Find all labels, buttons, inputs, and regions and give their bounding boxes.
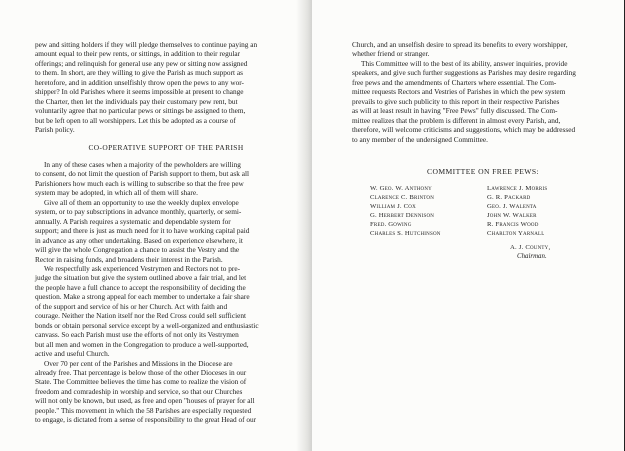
text-line: annually. A Parish requires a systematic and dependable system for — [35, 216, 231, 226]
text-line: will not only be known, but used, as free and open "houses of prayer for all — [35, 396, 255, 406]
text-line: Church, and an unselfish desire to spread its benefits to every worshipper, — [352, 40, 568, 49]
text-line: in advance as any other undertaking. Based on experience elsewhere, it — [35, 235, 243, 245]
committee-member: Clarence C. Brinton — [370, 194, 435, 201]
text-line: heretofore, and in addition unselfishly throw open the pews to any wor- — [35, 77, 244, 87]
committee-member: William J. Cox — [370, 203, 416, 210]
intro-paragraph — [35, 40, 297, 135]
text-line: courage. Neither the Nation itself nor the Red Cross could sell sufficient — [35, 311, 247, 321]
text-line: Give all of them an opportunity to use the weekly duplex envelope — [44, 197, 239, 207]
committee-member: John W. Walker — [487, 212, 537, 219]
text-line: but be left open to all worshippers. Let this be adopted as a course of — [35, 115, 236, 125]
page-gutter-shadow — [296, 0, 312, 451]
committee-member: Geo. J. Walenta — [487, 203, 537, 210]
text-line: free pews and the amendments of Charters where essential. The Com- — [352, 77, 557, 87]
committee-chairman: A. J. County, — [510, 244, 551, 251]
text-line: shipper? In old Parishes where it seems impossible at present to change — [35, 87, 244, 97]
text-line: In any of these cases when a majority of the pewholders are willing — [44, 160, 241, 169]
text-line: prevails to give such publicity to this report in their respective Parishes — [352, 96, 560, 106]
committee-member: Lawrence J. Morris — [487, 185, 548, 192]
text-line: to engage, is dictated from a sense of responsibility to the great Head of our — [35, 415, 257, 425]
text-line: pew and sitting holders if they will pledge themselves to continue paying an — [35, 40, 258, 49]
text-line: but all men and women in the Congregation to produce a well-supported, — [35, 339, 249, 349]
text-line: offerings; and relinquish for general use any pew or sitting now assigned — [35, 58, 248, 68]
text-line: will give the whole Congregation a chance to assist the Vestry and the — [35, 245, 240, 255]
text-line: question. Make a strong appeal for each member to undertake a fair share — [35, 292, 250, 302]
text-line: freedom and comradeship in worship and service, so that our Churches — [35, 386, 243, 396]
right-page — [312, 0, 625, 451]
text-line: Parishioners how much each is willing to subscribe so that the free pew — [35, 178, 244, 188]
text-line: system may be adopted, in which all of them will share. — [35, 188, 198, 198]
committee-member: Charlton Yarnall — [487, 230, 545, 237]
text-line: We respectfully ask experienced Vestrymen and Rectors not to pre- — [44, 263, 241, 273]
text-line: already free. That percentage is below those of the other Dioceses in our — [35, 367, 247, 377]
text-line: people." This movement in which the 58 Parishes are especially requested — [35, 405, 252, 415]
text-line: to them. In short, are they willing to give the Parish as much support as — [35, 68, 243, 78]
text-line: of the support and service of his or her Church. Act with faith and — [35, 301, 228, 311]
text-line: to any member of the undersigned Committee. — [352, 134, 488, 144]
text-line: mittee requests Rectors and Vestries of Parishes in which the pew system — [352, 87, 566, 97]
body-paragraphs — [35, 160, 297, 425]
text-line: voluntarily agree that no particular pews or sittings be assigned to them, — [35, 106, 246, 116]
committee-member: Charles S. Hutchinson — [370, 230, 441, 237]
text-line: Over 70 per cent of the Parishes and Missions in the Diocese are — [44, 358, 233, 368]
text-line: support; and there is just as much need for it to have working capital paid — [35, 226, 250, 236]
text-line: the people have a full chance to accept the responsibility of deciding the — [35, 282, 246, 292]
text-line: speakers, and give such further suggestions as Parishes may desire regarding — [352, 68, 576, 78]
text-line: This Committee will to the best of its ability, answer inquiries, provide — [361, 58, 568, 68]
text-line: judge the situation but give the system outlined above a fair trial, and let — [35, 273, 247, 283]
text-line: therefore, will welcome criticisms and suggestions, which may be addressed — [352, 125, 576, 135]
text-line: State. The Committee believes the time has come to realize the vision of — [35, 377, 247, 387]
committee-member: Fred. Gowing — [370, 221, 412, 228]
committee-member: R. Francis Wood — [487, 221, 539, 228]
committee-member: G. R. Packard — [487, 194, 531, 201]
text-line: Rector in raising funds, and broadens their interest in the Parish. — [35, 254, 223, 264]
text-line: the Charter, then let the individuals pay their customary pew rent, but — [35, 96, 238, 106]
text-line: Parish policy. — [35, 125, 75, 135]
chairman-label: Chairman. — [517, 253, 547, 260]
text-line: whether friend or stranger. — [352, 49, 430, 59]
committee-member: W. Geo. W. Anthony — [370, 185, 432, 192]
committee-member: G. Herbert Dennison — [370, 212, 435, 219]
text-line: as will at least result in having "Free Pews" fully discussed. The Com- — [352, 106, 558, 116]
closing-paragraphs — [352, 40, 614, 144]
text-line: to consent, do not limit the question of Parish support to them, but ask all — [35, 169, 250, 179]
text-line: amount equal to their pew rents, or sittings, in addition to their regular — [35, 49, 241, 59]
text-line: active and useful Church. — [35, 349, 110, 359]
text-line: canvass. So each Parish must use the efforts of not only its Vestrymen — [35, 330, 239, 340]
section-heading: CO-OPERATIVE SUPPORT OF THE PARISH — [88, 143, 244, 152]
text-line: system, or to pay subscriptions in advance monthly, quarterly, or semi- — [35, 207, 242, 217]
text-line: mittee realizes that the problem is different in almost every Parish, and, — [352, 115, 561, 125]
left-page — [0, 0, 312, 451]
committee-title: COMMITTEE ON FREE PEWS: — [427, 167, 539, 176]
text-line: bonds or obtain personal service except by a well-organized and enthusiastic — [35, 320, 259, 330]
